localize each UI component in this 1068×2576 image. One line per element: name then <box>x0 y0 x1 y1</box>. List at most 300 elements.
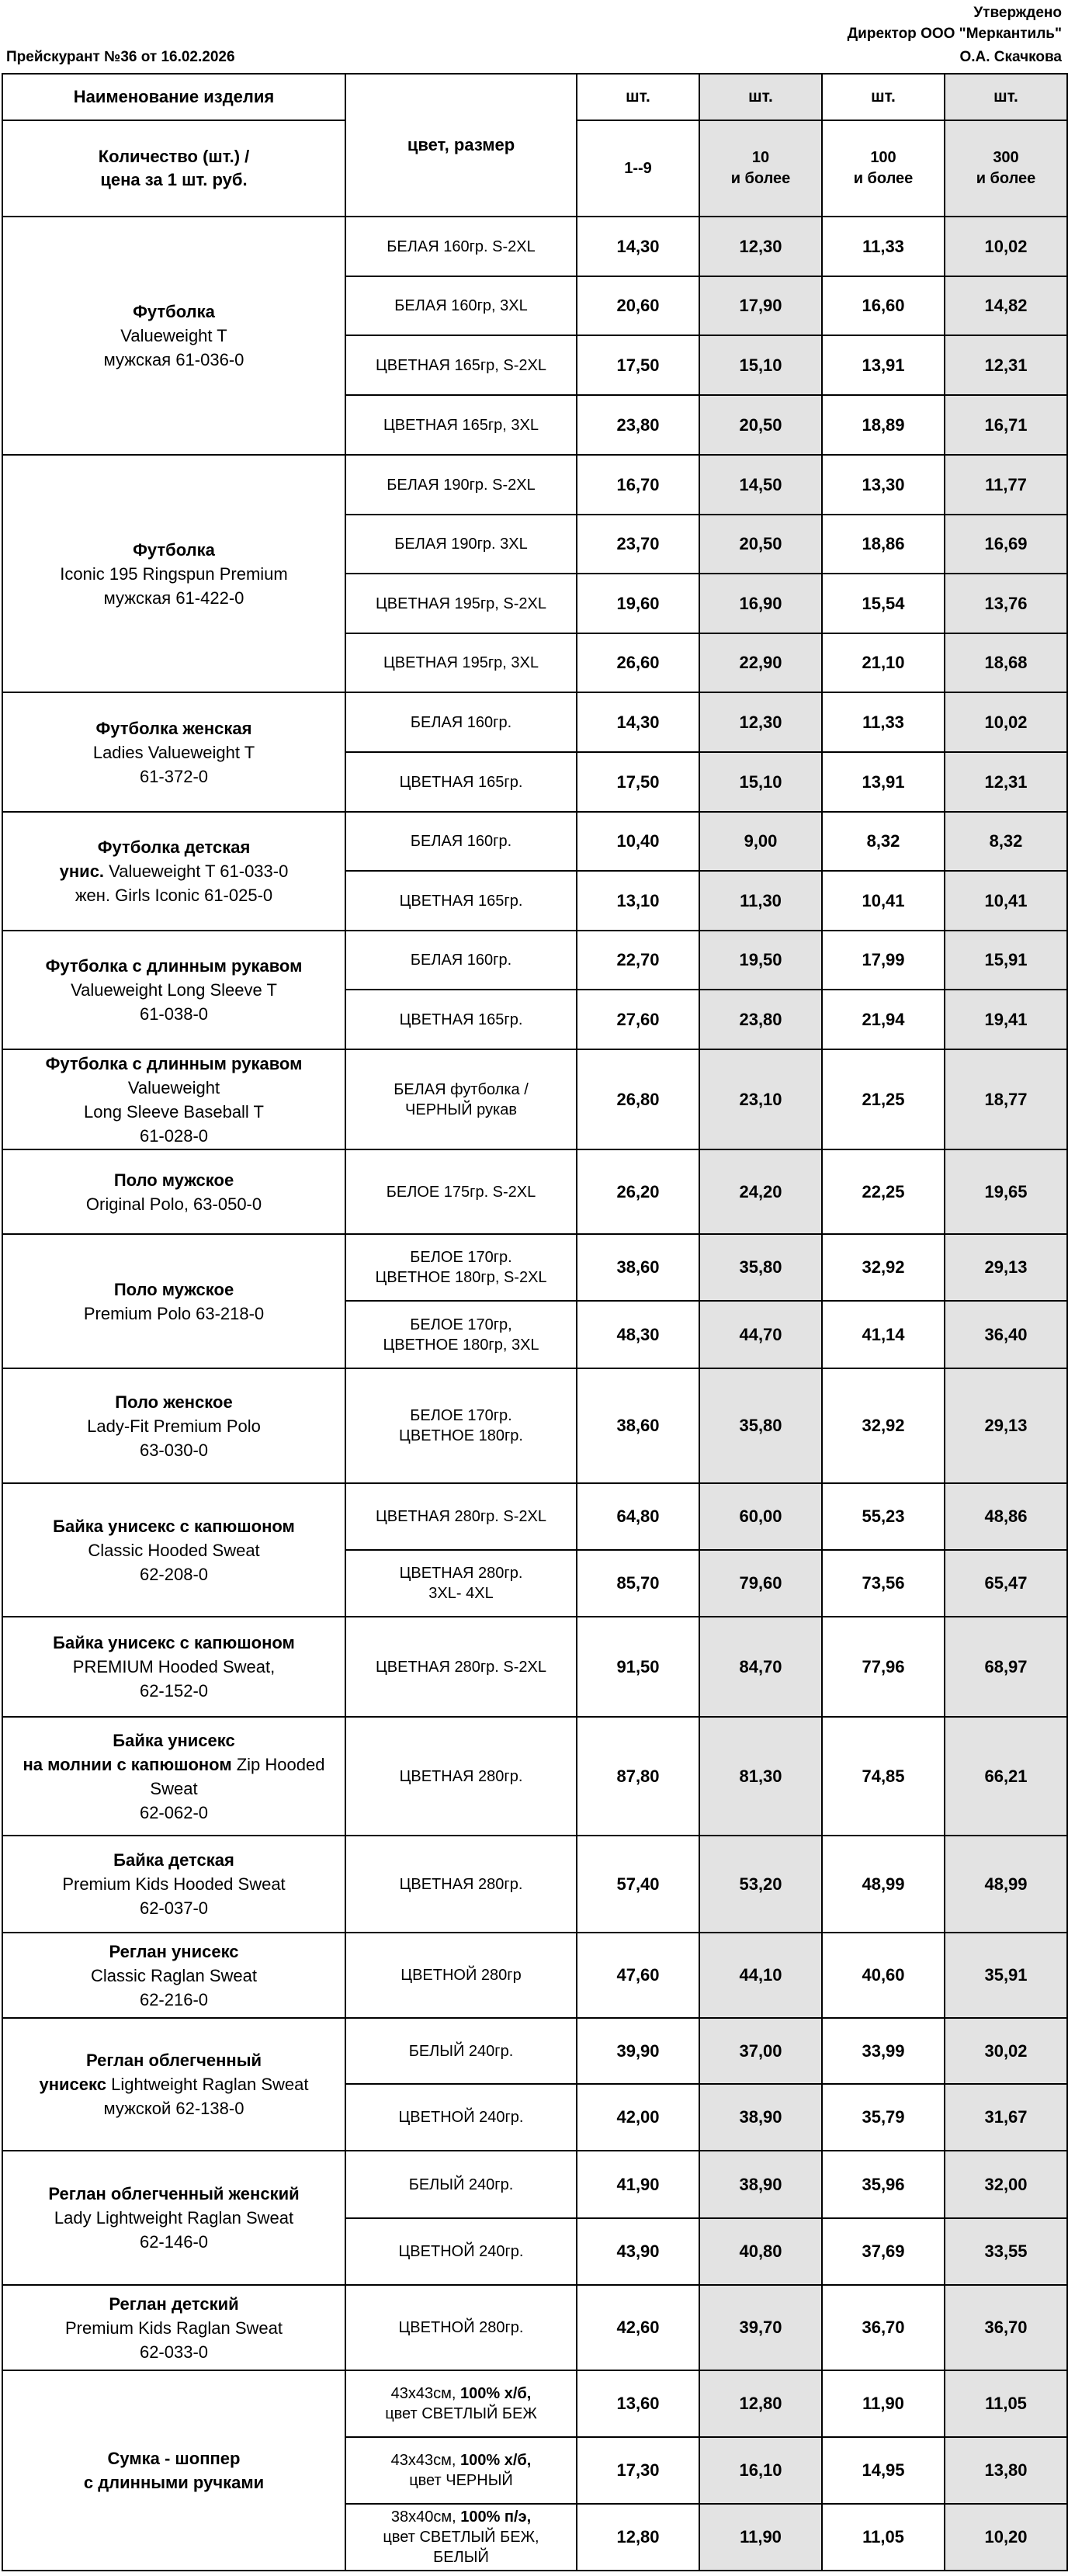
price-cell: 16,71 <box>945 395 1067 455</box>
color-size-line: ЦВЕТНАЯ 165гр. <box>399 773 523 791</box>
price-cell: 65,47 <box>945 1550 1067 1617</box>
price-cell: 14,95 <box>822 2437 945 2504</box>
product-name-cell <box>2 2285 345 2370</box>
product-name-bold: унис. <box>59 862 105 881</box>
price-cell: 13,30 <box>822 455 945 515</box>
price-cell: 30,02 <box>945 2018 1067 2084</box>
price-cell: 74,85 <box>822 1717 945 1836</box>
material-label: 100% х/б, <box>460 2385 532 2402</box>
price-cell: 77,96 <box>822 1617 945 1717</box>
price-cell: 24,20 <box>699 1149 822 1234</box>
product-model-line: 62-216-0 <box>139 1989 209 2009</box>
color-size-cell <box>345 2437 577 2504</box>
price-cell: 13,91 <box>822 752 945 812</box>
price-cell: 11,77 <box>945 455 1067 515</box>
range-label: 300 <box>993 149 1019 166</box>
product-name-cell <box>2 1234 345 1368</box>
price-cell: 41,14 <box>822 1301 945 1368</box>
color-size-line: ЦВЕТНАЯ 280гр. S-2XL <box>376 1508 546 1525</box>
color-size-cell <box>345 2504 577 2571</box>
product-name-cell <box>2 2370 345 2571</box>
header-row-units <box>2 74 1067 120</box>
color-size-cell <box>345 752 577 812</box>
product-model-line: 62-146-0 <box>139 2232 209 2252</box>
color-size-line: ЦВЕТНАЯ 280гр. <box>399 1767 523 1785</box>
product-name-cell <box>2 812 345 931</box>
color-size-line: ЦВЕТНАЯ 195гр, S-2XL <box>376 595 546 612</box>
color-size-cell <box>345 455 577 515</box>
product-name-bold: Футболка детская <box>97 837 251 857</box>
price-cell: 21,10 <box>822 633 945 692</box>
price-cell: 64,80 <box>577 1483 699 1550</box>
price-cell: 12,30 <box>699 217 822 276</box>
color-size-line: БЕЛАЯ 160гр. <box>410 952 512 969</box>
price-cell: 18,86 <box>822 515 945 574</box>
price-cell: 40,60 <box>822 1933 945 2018</box>
price-cell: 48,30 <box>577 1301 699 1368</box>
price-cell: 14,30 <box>577 692 699 752</box>
price-cell: 11,33 <box>822 692 945 752</box>
color-size-line: ЦВЕТНАЯ 165гр. <box>399 1011 523 1028</box>
product-name-cell <box>2 2151 345 2285</box>
range-header <box>577 120 699 217</box>
range-header <box>699 120 822 217</box>
price-cell: 26,60 <box>577 633 699 692</box>
price-cell: 53,20 <box>699 1836 822 1933</box>
product-name-cell <box>2 1836 345 1933</box>
product-model-line: Zip Hooded Sweat <box>150 1754 325 1798</box>
product-name-bold: Реглан облегченный <box>85 2051 262 2070</box>
product-model-line: жен. Girls Iconic 61-025-0 <box>75 886 273 905</box>
price-cell: 10,40 <box>577 812 699 871</box>
price-cell: 22,25 <box>822 1149 945 1234</box>
product-model-line: 62-208-0 <box>139 1564 209 1584</box>
range-label: 100 <box>870 149 896 166</box>
price-cell: 18,89 <box>822 395 945 455</box>
color-size-cell <box>345 1836 577 1933</box>
price-cell: 9,00 <box>699 812 822 871</box>
color-size-cell <box>345 2370 577 2437</box>
product-name-cell <box>2 1049 345 1149</box>
color-size-line: 38х40см, 100% п/э, <box>390 2508 532 2526</box>
price-cell: 11,90 <box>699 2504 822 2571</box>
color-size-line: БЕЛЫЙ <box>433 2549 489 2566</box>
table-row <box>2 1483 1067 1550</box>
price-cell: 48,99 <box>822 1836 945 1933</box>
color-size-line: 43х43см, 100% х/б, <box>390 2452 532 2469</box>
product-model-line: Lady-Fit Premium Polo <box>87 1416 261 1436</box>
color-size-cell <box>345 574 577 633</box>
color-size-line: БЕЛЫЙ 240гр. <box>408 2176 514 2193</box>
product-name-cell <box>2 1483 345 1617</box>
unit-header: шт. <box>945 74 1067 120</box>
price-cell: 85,70 <box>577 1550 699 1617</box>
price-cell: 37,00 <box>699 2018 822 2084</box>
product-name-bold: Байка детская <box>113 1850 234 1870</box>
product-model-line: 62-033-0 <box>139 2342 209 2362</box>
product-name-bold: Сумка - шоппер <box>107 2449 241 2468</box>
product-model-line: Premium Kids Raglan Sweat <box>64 2318 283 2338</box>
price-cell: 40,80 <box>699 2218 822 2285</box>
table-row <box>2 1933 1067 2018</box>
table-row <box>2 1617 1067 1717</box>
price-cell: 10,41 <box>822 871 945 931</box>
color-size-cell <box>345 217 577 276</box>
product-name-cell <box>2 2018 345 2151</box>
product-model-line: Lightweight Raglan Sweat <box>111 2075 309 2094</box>
color-size-cell <box>345 990 577 1049</box>
color-size-line: цвет СВЕТЛЫЙ БЕЖ, <box>383 2529 539 2546</box>
table-row <box>2 812 1067 871</box>
product-name-bold: на молнии с капюшоном <box>23 1754 232 1774</box>
price-cell: 17,50 <box>577 335 699 395</box>
color-size-line: БЕЛАЯ 160гр. <box>410 833 512 850</box>
price-cell: 16,90 <box>699 574 822 633</box>
price-cell: 26,80 <box>577 1049 699 1149</box>
product-name-bold: Поло женское <box>115 1392 233 1412</box>
product-name-bold: Футболка <box>133 302 215 321</box>
product-model-line: 62-062-0 <box>139 1802 209 1822</box>
product-name-cell <box>2 1933 345 2018</box>
product-name-bold: Футболка <box>133 539 215 560</box>
color-size-line: БЕЛОЕ 170гр, <box>410 1316 512 1333</box>
price-cell: 19,65 <box>945 1149 1067 1234</box>
color-size-cell <box>345 2218 577 2285</box>
color-size-line: БЕЛАЯ 190гр. 3XL <box>394 536 528 553</box>
table-row <box>2 2018 1067 2084</box>
price-cell: 12,31 <box>945 335 1067 395</box>
price-cell: 16,10 <box>699 2437 822 2504</box>
unit-header: шт. <box>577 74 699 120</box>
price-cell: 23,80 <box>577 395 699 455</box>
table-row <box>2 2285 1067 2370</box>
color-size-line: цвет СВЕТЛЫЙ БЕЖ <box>385 2405 537 2422</box>
table-row <box>2 1149 1067 1234</box>
price-cell: 11,30 <box>699 871 822 931</box>
product-model-line: 62-152-0 <box>139 1681 209 1701</box>
price-cell: 11,05 <box>822 2504 945 2571</box>
price-cell: 13,10 <box>577 871 699 931</box>
product-name-bold-line <box>6 2072 342 2096</box>
product-name-bold: Байка унисекс <box>113 1730 235 1750</box>
table-row <box>2 2151 1067 2218</box>
price-cell: 13,76 <box>945 574 1067 633</box>
price-cell: 8,32 <box>945 812 1067 871</box>
color-size-cell <box>345 1234 577 1301</box>
material-label: 100% х/б, <box>460 2452 532 2469</box>
price-cell: 21,25 <box>822 1049 945 1149</box>
price-cell: 35,79 <box>822 2084 945 2151</box>
color-size-line: БЕЛЫЙ 240гр. <box>408 2042 514 2060</box>
product-model-line: 61-372-0 <box>139 766 209 786</box>
color-size-cell <box>345 395 577 455</box>
color-size-cell <box>345 2151 577 2218</box>
table-row <box>2 692 1067 752</box>
color-size-cell <box>345 1550 577 1617</box>
color-size-cell <box>345 692 577 752</box>
product-name-bold: Футболка с длинным рукавом <box>45 1053 303 1073</box>
approved-label: Утверждено <box>973 5 1062 21</box>
color-size-line: ЦВЕТНАЯ 280гр. <box>399 1875 523 1893</box>
quantity-header-line: Количество (шт.) / <box>98 147 250 166</box>
product-name-bold: Реглан унисекс <box>109 1941 239 1961</box>
price-cell: 32,92 <box>822 1368 945 1483</box>
price-cell: 16,70 <box>577 455 699 515</box>
price-cell: 15,54 <box>822 574 945 633</box>
color-size-cell <box>345 1717 577 1836</box>
product-name-cell <box>2 455 345 692</box>
color-size-line: ЦВЕТНАЯ 280гр. <box>399 1565 523 1582</box>
color-size-cell <box>345 1933 577 2018</box>
price-cell: 20,60 <box>577 276 699 335</box>
price-cell: 26,20 <box>577 1149 699 1234</box>
material-label: 100% п/э, <box>460 2508 532 2526</box>
color-size-line: БЕЛАЯ футболка / <box>394 1080 529 1098</box>
range-label: и более <box>976 170 1036 187</box>
unit-header: шт. <box>822 74 945 120</box>
signer-name: О.А. Скачкова <box>959 49 1062 65</box>
price-cell: 22,90 <box>699 633 822 692</box>
price-cell: 16,60 <box>822 276 945 335</box>
table-row <box>2 1049 1067 1149</box>
price-cell: 44,10 <box>699 1933 822 2018</box>
price-cell: 11,05 <box>945 2370 1067 2437</box>
color-size-line: ЧЕРНЫЙ рукав <box>405 1101 517 1118</box>
color-size-line: ЦВЕТНОЙ 280гр. <box>398 2319 524 2336</box>
price-cell: 29,13 <box>945 1368 1067 1483</box>
price-cell: 91,50 <box>577 1617 699 1717</box>
price-cell: 18,68 <box>945 633 1067 692</box>
product-model-line: Classic Raglan Sweat <box>91 1965 257 1985</box>
color-size-cell <box>345 931 577 990</box>
price-cell: 12,31 <box>945 752 1067 812</box>
price-cell: 8,32 <box>822 812 945 871</box>
product-model-line: 61-038-0 <box>139 1004 209 1024</box>
price-cell: 12,80 <box>699 2370 822 2437</box>
price-cell: 10,02 <box>945 217 1067 276</box>
director-label: Директор ООО "Меркантиль" <box>847 26 1062 42</box>
product-name-bold: унисекс <box>39 2075 106 2094</box>
price-cell: 48,86 <box>945 1483 1067 1550</box>
color-size-cell <box>345 1483 577 1550</box>
price-cell: 29,13 <box>945 1234 1067 1301</box>
color-size-line: ЦВЕТНАЯ 195гр, 3XL <box>383 654 539 671</box>
product-model-line: Lady Lightweight Raglan Sweat <box>54 2208 294 2228</box>
product-model-line: Premium Kids Hooded Sweat <box>62 1874 286 1894</box>
price-cell: 36,70 <box>945 2285 1067 2370</box>
price-cell: 35,96 <box>822 2151 945 2218</box>
product-name-bold: Реглан облегченный женский <box>48 2184 300 2203</box>
range-header <box>822 120 945 217</box>
price-cell: 35,91 <box>945 1933 1067 2018</box>
product-name-bold: Футболка с длинным рукавом <box>45 956 303 976</box>
price-cell: 33,55 <box>945 2218 1067 2285</box>
price-cell: 19,60 <box>577 574 699 633</box>
price-cell: 10,02 <box>945 692 1067 752</box>
price-cell: 81,30 <box>699 1717 822 1836</box>
color-size-line: ЦВЕТНОЕ 180гр. <box>399 1427 523 1444</box>
price-cell: 23,10 <box>699 1049 822 1149</box>
unit-header: шт. <box>699 74 822 120</box>
product-model-line: Valueweight T <box>120 326 227 345</box>
price-cell: 11,33 <box>822 217 945 276</box>
price-cell: 10,41 <box>945 871 1067 931</box>
price-cell: 43,90 <box>577 2218 699 2285</box>
price-cell: 15,91 <box>945 931 1067 990</box>
price-cell: 15,10 <box>699 335 822 395</box>
price-cell: 12,80 <box>577 2504 699 2571</box>
price-cell: 17,30 <box>577 2437 699 2504</box>
product-model-line: Classic Hooded Sweat <box>88 1540 260 1560</box>
product-model-line: Long Sleeve Baseball T <box>84 1101 264 1122</box>
price-cell: 32,00 <box>945 2151 1067 2218</box>
color-size-line: ЦВЕТНАЯ 280гр. S-2XL <box>376 1658 546 1676</box>
price-cell: 84,70 <box>699 1617 822 1717</box>
color-size-cell <box>345 276 577 335</box>
color-size-line: БЕЛОЕ 175гр. S-2XL <box>386 1183 536 1201</box>
price-cell: 15,10 <box>699 752 822 812</box>
price-cell: 35,80 <box>699 1234 822 1301</box>
price-cell: 39,90 <box>577 2018 699 2084</box>
table-row <box>2 455 1067 515</box>
color-size-cell <box>345 2018 577 2084</box>
product-model-line: Original Polo, 63-050-0 <box>85 1194 262 1214</box>
product-name-bold: Поло мужское <box>113 1279 234 1299</box>
product-name-cell <box>2 1717 345 1836</box>
product-name-cell <box>2 1149 345 1234</box>
price-cell: 13,80 <box>945 2437 1067 2504</box>
color-size-line: цвет ЧЕРНЫЙ <box>409 2472 513 2489</box>
price-table-body <box>2 74 1067 2571</box>
table-row <box>2 1234 1067 1301</box>
price-cell: 14,50 <box>699 455 822 515</box>
price-table <box>2 73 1068 2571</box>
price-cell: 17,90 <box>699 276 822 335</box>
price-cell: 55,23 <box>822 1483 945 1550</box>
color-size-line: 43х43см, 100% х/б, <box>390 2385 532 2402</box>
price-cell: 22,70 <box>577 931 699 990</box>
product-model-line: PREMIUM Hooded Sweat, <box>72 1657 276 1676</box>
price-cell: 18,77 <box>945 1049 1067 1149</box>
product-model-line: Premium Polo 63-218-0 <box>83 1303 265 1323</box>
price-cell: 14,82 <box>945 276 1067 335</box>
quantity-header <box>2 120 345 217</box>
product-model-line: Valueweight <box>127 1077 220 1097</box>
product-name-bold: Байка унисекс с капюшоном <box>53 1633 295 1652</box>
price-cell: 19,50 <box>699 931 822 990</box>
color-size-line: БЕЛАЯ 160гр. S-2XL <box>387 237 536 255</box>
color-size-cell <box>345 1617 577 1717</box>
range-label: и более <box>853 170 914 187</box>
product-name-bold: Футболка женская <box>95 718 252 738</box>
price-cell: 41,90 <box>577 2151 699 2218</box>
color-size-cell <box>345 335 577 395</box>
pricelist-title: Прейскурант №36 от 16.02.2026 <box>6 49 235 65</box>
color-size-cell <box>345 1368 577 1483</box>
price-cell: 23,70 <box>577 515 699 574</box>
product-model-line: Valueweight Long Sleeve T <box>71 980 277 1000</box>
product-model-line: мужская 61-036-0 <box>103 350 244 369</box>
color-size-line: ЦВЕТНОЕ 180гр, 3XL <box>383 1336 539 1354</box>
color-size-line: ЦВЕТНОЙ 240гр. <box>398 2243 524 2260</box>
table-row <box>2 1717 1067 1836</box>
color-size-line: ЦВЕТНОЙ 280гр <box>400 1967 522 1984</box>
product-name-bold-line <box>6 1753 342 1801</box>
color-size-cell <box>345 871 577 931</box>
price-cell: 42,00 <box>577 2084 699 2151</box>
document-header <box>0 0 1068 73</box>
price-cell: 73,56 <box>822 1550 945 1617</box>
color-size-cell <box>345 1149 577 1234</box>
product-name-cell <box>2 931 345 1049</box>
price-cell: 19,41 <box>945 990 1067 1049</box>
price-cell: 33,99 <box>822 2018 945 2084</box>
price-cell: 38,90 <box>699 2084 822 2151</box>
color-size-line: 3XL- 4XL <box>428 1585 494 1602</box>
table-row <box>2 217 1067 276</box>
name-column-header: Наименование изделия <box>2 74 345 120</box>
price-cell: 37,69 <box>822 2218 945 2285</box>
range-header <box>945 120 1067 217</box>
color-column-header: цвет, размер <box>345 74 577 217</box>
product-model-line: 62-037-0 <box>139 1898 209 1918</box>
product-model-line: Iconic 195 Ringspun Premium <box>60 563 288 584</box>
table-row <box>2 1836 1067 1933</box>
price-cell: 66,21 <box>945 1717 1067 1836</box>
price-cell: 35,80 <box>699 1368 822 1483</box>
price-cell: 13,60 <box>577 2370 699 2437</box>
price-cell: 38,60 <box>577 1368 699 1483</box>
product-model-line: Ladies Valueweight T <box>92 742 255 762</box>
price-cell: 12,30 <box>699 692 822 752</box>
price-cell: 11,90 <box>822 2370 945 2437</box>
range-label: 10 <box>751 149 770 166</box>
price-cell: 17,99 <box>822 931 945 990</box>
product-name-cell <box>2 692 345 812</box>
price-cell: 21,94 <box>822 990 945 1049</box>
color-size-line: ЦВЕТНАЯ 165гр, 3XL <box>383 416 539 434</box>
product-name-cell <box>2 1617 345 1717</box>
price-cell: 48,99 <box>945 1836 1067 1933</box>
color-size-cell <box>345 633 577 692</box>
color-size-line: ЦВЕТНАЯ 165гр. <box>399 892 523 910</box>
price-cell: 36,70 <box>822 2285 945 2370</box>
price-cell: 13,91 <box>822 335 945 395</box>
price-cell: 79,60 <box>699 1550 822 1617</box>
color-size-cell <box>345 1301 577 1368</box>
product-name-bold-line: с длинными ручками <box>83 2473 265 2492</box>
color-size-cell <box>345 2084 577 2151</box>
price-cell: 44,70 <box>699 1301 822 1368</box>
price-cell: 87,80 <box>577 1717 699 1836</box>
color-size-line: БЕЛАЯ 160гр, 3XL <box>394 297 528 314</box>
table-row <box>2 2370 1067 2437</box>
color-size-cell <box>345 2285 577 2370</box>
product-name-cell <box>2 1368 345 1483</box>
color-size-cell <box>345 1049 577 1149</box>
product-name-bold: Реглан детский <box>109 2293 239 2314</box>
product-model-line: мужской 62-138-0 <box>103 2099 244 2118</box>
price-cell: 36,40 <box>945 1301 1067 1368</box>
color-size-line: БЕЛОЕ 170гр. <box>410 1249 512 1266</box>
price-cell: 68,97 <box>945 1617 1067 1717</box>
product-name-bold: Байка унисекс с капюшоном <box>53 1516 295 1536</box>
range-label: и более <box>730 170 791 187</box>
color-size-cell <box>345 515 577 574</box>
price-cell: 16,69 <box>945 515 1067 574</box>
price-cell: 57,40 <box>577 1836 699 1933</box>
price-cell: 20,50 <box>699 395 822 455</box>
